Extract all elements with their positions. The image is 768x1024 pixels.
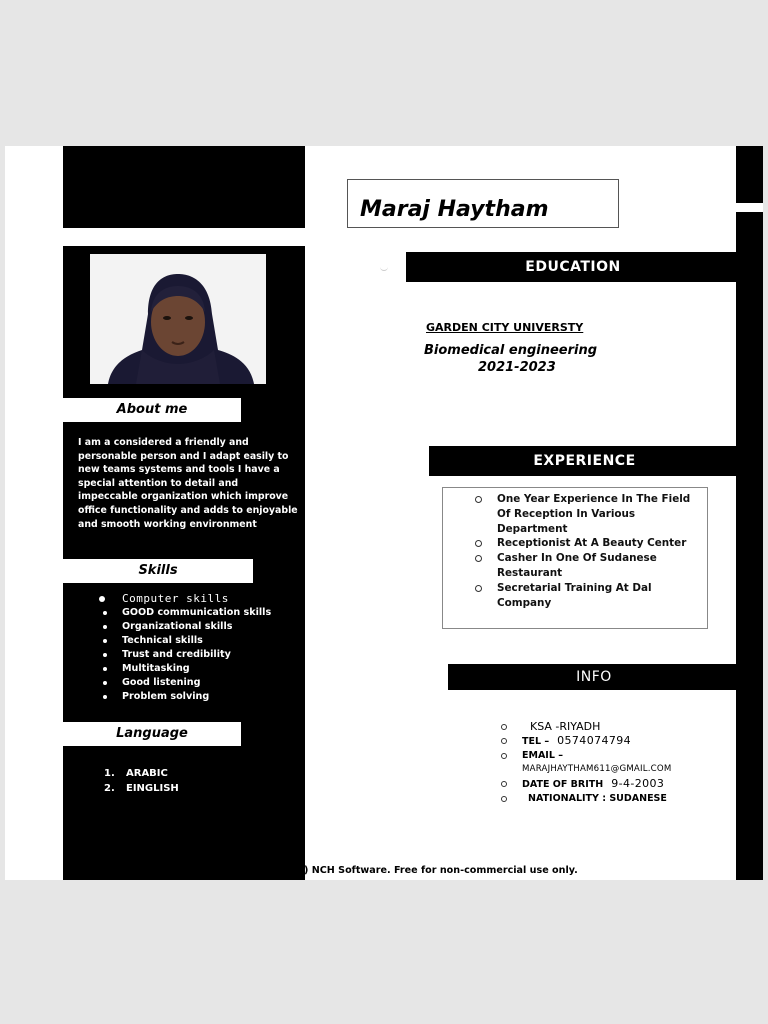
software-watermark: ) NCH Software. Free for non-commercial use only.	[304, 865, 578, 876]
info-nationality: NATIONALITY : SUDANESE	[500, 792, 671, 806]
info-email-label: EMAIL –	[500, 749, 671, 763]
left-header-block	[63, 146, 305, 228]
skill-item: GOOD communication skills	[78, 606, 300, 620]
experience-item: Receptionist At A Beauty Center	[473, 536, 705, 551]
profile-photo-illustration	[90, 254, 266, 384]
experience-item: One Year Experience In The Field Of Reception In Various Department	[473, 492, 705, 536]
info-email	[500, 762, 671, 777]
language-list	[78, 766, 179, 796]
study-years: 2021-2023	[478, 360, 556, 375]
language-item	[78, 766, 179, 781]
info-heading: INFO	[448, 664, 740, 690]
candidate-name: Maraj Haytham	[347, 179, 619, 228]
tel-value: 0574074794	[557, 733, 632, 747]
info-tel	[500, 734, 671, 749]
language-name: EINGLISH	[126, 783, 179, 794]
language-item	[78, 781, 179, 796]
skill-item: Good listening	[78, 676, 300, 690]
about-me-text: I am a considered a friendly and personable person and I adapt easily to new teams systems and tools I have a special attention to detail and impeccable organization which improve office functionality and adds to enjoyable and smooth working environment	[78, 437, 298, 530]
tel-label: TEL –	[522, 735, 550, 747]
resume-page	[5, 146, 763, 880]
decorative-mark	[380, 267, 388, 271]
university-name: GARDEN CITY UNIVERSTY	[426, 321, 584, 334]
language-number: 2.	[104, 783, 115, 794]
skills-list	[78, 592, 300, 704]
info-list	[500, 720, 671, 806]
skill-item: Problem solving	[78, 690, 300, 704]
right-edge-bar	[736, 212, 763, 880]
info-location: KSA -RIYADH	[500, 720, 671, 734]
dob-label: DATE OF BRITH	[522, 779, 604, 791]
skill-item: Multitasking	[78, 662, 300, 676]
skill-item: Trust and credibility	[78, 648, 300, 662]
experience-list	[473, 492, 705, 610]
skill-item: Organizational skills	[78, 620, 300, 634]
degree-name: Biomedical engineering	[424, 343, 598, 358]
language-name: ARABIC	[126, 768, 168, 779]
info-dob	[500, 777, 671, 792]
dob-value: 9-4-2003	[611, 777, 665, 791]
about-me-heading: About me	[63, 398, 241, 422]
experience-heading: EXPERIENCE	[429, 446, 740, 476]
skills-heading: Skills	[63, 559, 253, 583]
profile-photo	[90, 254, 266, 384]
experience-item: Secretarial Training At Dal Company	[473, 581, 705, 611]
language-heading: Language	[63, 722, 241, 746]
language-number: 1.	[104, 768, 115, 779]
skill-item: Computer skills	[78, 592, 300, 606]
right-edge-bar-top	[736, 146, 763, 203]
experience-item: Casher In One Of Sudanese Restaurant	[473, 551, 705, 581]
education-heading: EDUCATION	[406, 252, 740, 282]
email-value: MARAJHAYTHAM611@GMAIL.COM	[522, 764, 672, 775]
skill-item: Technical skills	[78, 634, 300, 648]
